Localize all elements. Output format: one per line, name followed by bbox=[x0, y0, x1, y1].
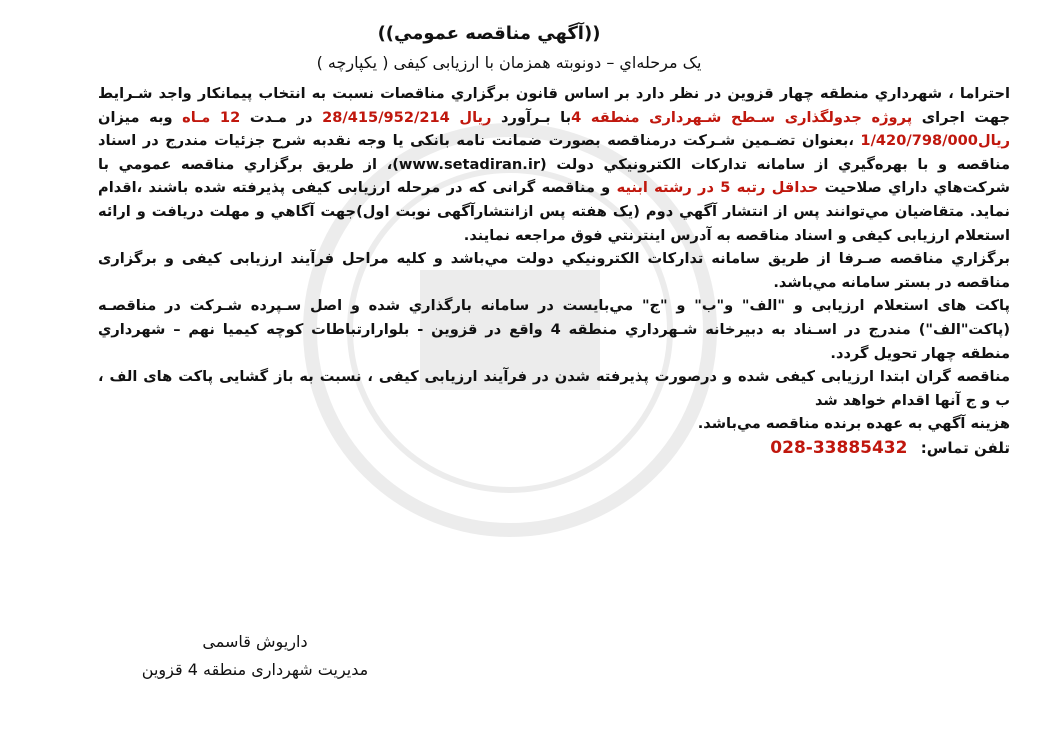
phone-label: تلفن تماس: bbox=[920, 438, 1010, 457]
notice-title: ((آگهي مناقصه عمومي)) bbox=[377, 23, 601, 44]
text-guarantee: ،بعنوان تضـمین شـرکت درمناقصه بصورت ضمانت نامه بانکی یا وجه نقدبه شرح جزئیات مندرج در اسناد مناقصه و با بهره‌گيري از سامانه تدارکات الکترونیکي دولت ( bbox=[98, 132, 1010, 173]
signatory-name: داریوش قاسمی bbox=[202, 632, 308, 651]
paragraph-cost: هزینه آگهي به عهده برنده مناقصه مي‌باشد. bbox=[697, 415, 1010, 433]
paragraph-system: برگزاري مناقصه صـرفا از طریق سامانه تدارکات الکترونیکي دولت مي‌باشد و کلیه مراحل فرآیند ارزیابی کیفی و برگزاری مناقصه در بستر سامانه مي‌باشد. bbox=[98, 250, 1010, 291]
text-period: در مـدت bbox=[240, 108, 323, 126]
budget-amount: 28/415/952/214 ریال bbox=[322, 108, 492, 126]
tender-notice bbox=[98, 20, 1010, 620]
signatory-position: مدیریت شهرداری منطقه 4 قزوین bbox=[141, 660, 369, 679]
contact-row bbox=[98, 438, 1010, 458]
text-estimate: با بـرآورد bbox=[491, 108, 572, 126]
guarantee-amount: 1/420/798/000ریال bbox=[860, 132, 1010, 150]
notice-subtitle: یک مرحله‌اي – دونوبته همزمان با ارزیابی کیفی ( یکپارچه ) bbox=[316, 53, 702, 72]
text-procedure: و مناقصه گرانی که در مرحله ارزیابی کیفی پذیرفته شده باشند ،اقدام نماید. متقاضیان مي‌توانند پس از انتشار آگهي دوم (یک هفته پس ازانتشارآگهی نوبت اول)جهت آگاهي و مهلت دریافت و ارائه استعلام ارزیابی کیفی و اسناد مناقصه به آدرس اینترنتي فوق مراجعه نمایند. bbox=[98, 179, 1010, 244]
text-qualification: )، از طریق برگزاري مناقصه عمومي با شرکت‌هاي داراي صلاحیت bbox=[98, 155, 1010, 197]
text-amount: وبه میزان bbox=[98, 108, 183, 126]
paragraph-evaluation: مناقصه گران ابتدا ارزیابی کیفی شده و درصورت پذیرفته شدن در فرآیند ارزیابی کیفی ، نسبت به باز گشایی پاکت های الف ، ب و ج آنها اقدام خواهد شد bbox=[98, 368, 1010, 409]
notice-body bbox=[98, 82, 1010, 458]
signature-block bbox=[110, 628, 400, 684]
project-name: پروژه جدولگذاری سـطح شـهرداری منطقه 4 bbox=[571, 108, 913, 126]
paragraph-envelopes: پاکت های استعلام ارزیابی و "الف" و"ب" و "ج" مي‌بایست در سامانه بارگذاري شده و اصل سـپرده شـرکت در مناقصـه (پاکت"الف") مندرج در اسـناد به دبیرخانه شـهرداري منطقه 4 واقع در قزوین - بلوارارتباطات کوچه کیمیا نهم – شهرداري منطقه چهار تحویل گردد. bbox=[98, 297, 1011, 362]
phone-number[interactable]: 028-33885432 bbox=[770, 437, 908, 458]
text-intro: احتراما ، شهرداري منطقه چهار قزوین در نظر دارد بر اساس قانون برگزاري مناقصات نسبت به انتخاب پیمانکار واجد شـرایط جهت اجرای bbox=[98, 85, 1010, 126]
minimum-grade: حداقل رتبه 5 در رشته ابنیه bbox=[616, 179, 819, 197]
website-link[interactable]: www.setadiran.ir bbox=[398, 155, 541, 173]
paragraph-main bbox=[98, 82, 1010, 247]
duration: 12 مـاه bbox=[182, 108, 241, 126]
